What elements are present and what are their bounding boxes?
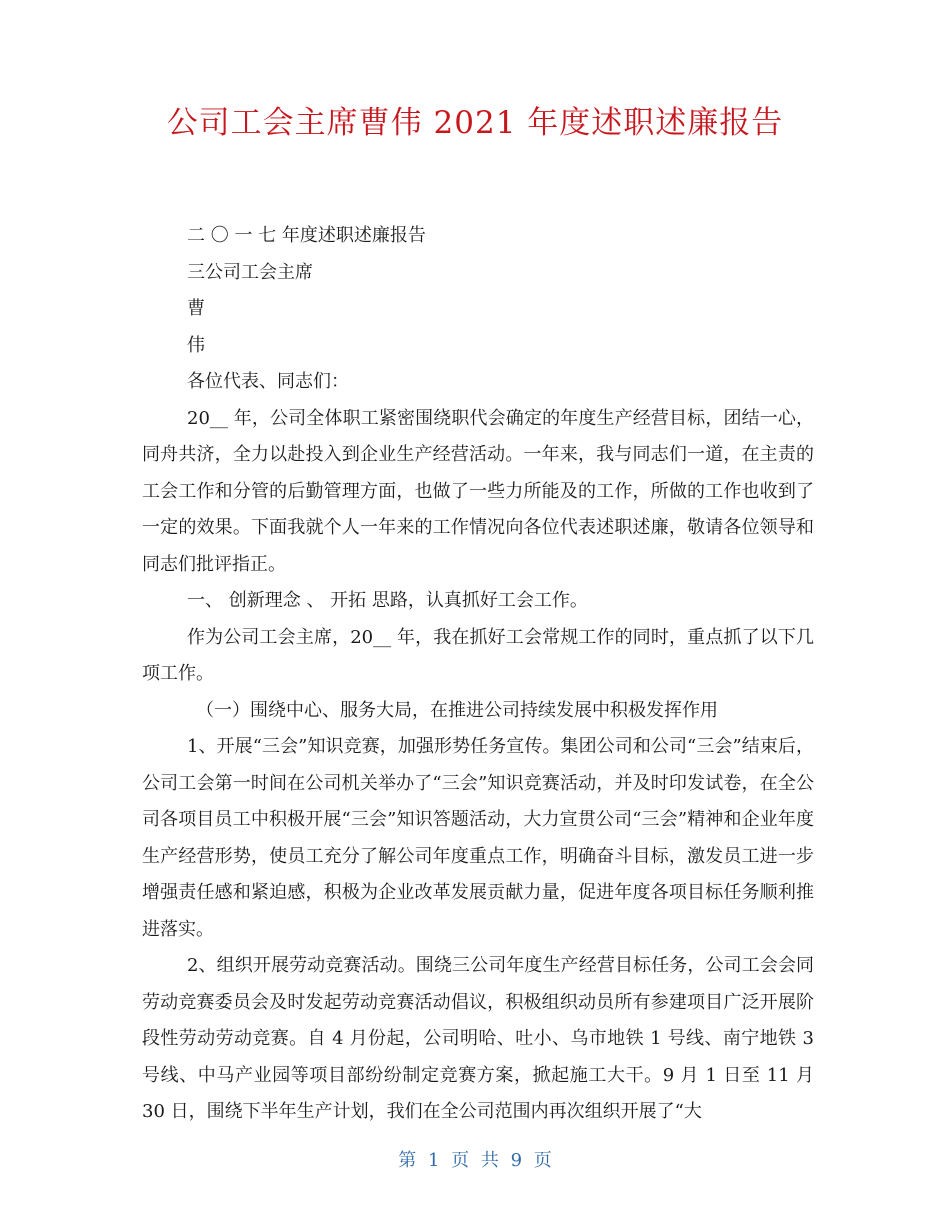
author-surname: 曹: [187, 298, 205, 319]
item-2-paragraph: 2、组织开展劳动竞赛活动。围绕三公司年度生产经营目标任务，公司工会会同劳动竞赛委员会及时发起劳动竞赛活动倡议，积极组织动员所有参建项目广泛开展阶段性劳动劳动竞赛。自 4 月份起，公司明哈、吐小、乌市地铁 1 号线、南宁地铁 3 号线、中马产业园等项目部纷纷制定竞赛方案，掀起施工大干。9 月 1 日至 11 月 30 日，围绕下半年生产计划，我们在全公司范围内再次组织开展了“大: [142, 955, 814, 1122]
document-title: 公司工会主席曹伟 2021 年度述职述廉报告: [166, 105, 784, 141]
report-subtitle: 二 〇 一 七 年度述职述廉报告: [187, 225, 426, 246]
section-1-paragraph: 作为公司工会主席，20__ 年，我在抓好工会常规工作的同时，重点抓了以下几项工作。: [142, 626, 814, 684]
salutation: 各位代表、同志们：: [187, 371, 349, 392]
subsection-1-heading: （一）围绕中心、服务大局，在推进公司持续发展中积极发挥作用: [196, 699, 718, 721]
item-1-paragraph: 1、开展“三会”知识竞赛，加强形势任务宣传。集团公司和公司“三会”结束后，公司工会第一时间在公司机关举办了“三会”知识竞赛活动，并及时印发试卷，在全公司各项目员工中积极开展“三会”知识答题活动，大力宣贯公司“三会”精神和企业年度生产经营形势，使员工充分了解公司年度重点工作，明确奋斗目标，激发员工进一步增强责任感和紧迫感，积极为企业改革发展贡献力量，促进年度各项目标任务顺利推进落实。: [142, 736, 814, 940]
author-position: 三公司工会主席: [187, 261, 313, 283]
section-1-heading: 一、 创新理念 、 开拓 思路，认真抓好工会工作。: [187, 590, 588, 611]
document-body: [142, 218, 814, 1131]
page-number-footer: 第 1 页 共 9 页: [398, 1150, 552, 1171]
intro-paragraph: 20__ 年，公司全体职工紧密围绕职代会确定的年度生产经营目标，团结一心，同舟共济，全力以赴投入到企业生产经营活动。一年来，我与同志们一道，在主责的工会工作和分管的后勤管理方面，也做了一些力所能及的工作，所做的工作也收到了一定的效果。下面我就个人一年来的工作情况向各位代表述职述廉，敬请各位领导和同志们批评指正。: [142, 407, 814, 575]
author-given-name: 伟: [187, 334, 205, 356]
